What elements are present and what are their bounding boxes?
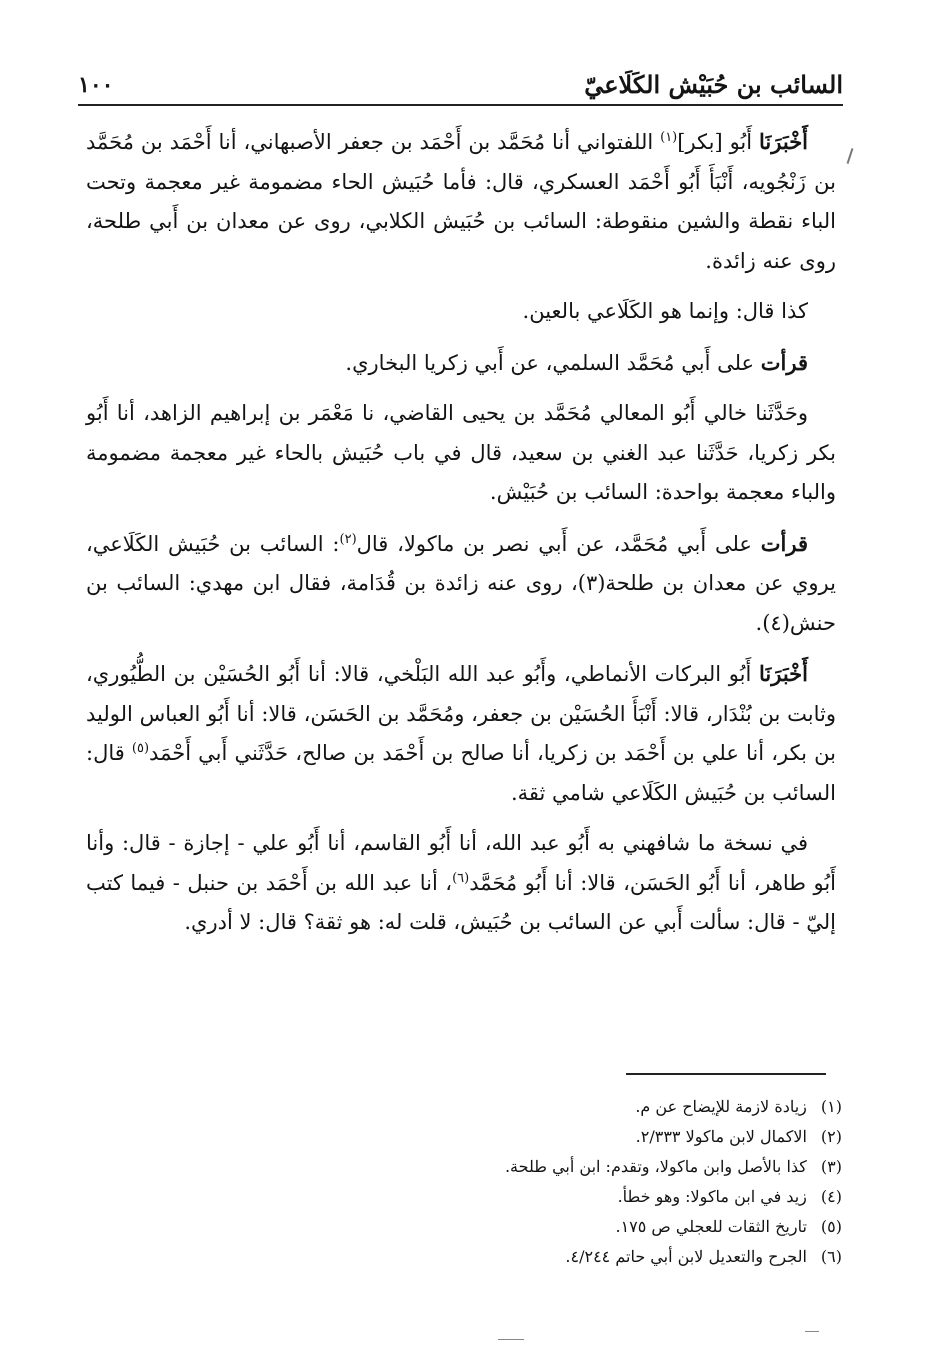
paragraph-text: أَبُو البركات الأنماطي، وأَبُو عبد الله البَلْخي، قالا: أنا أَبُو الحُسَيْن بن الطُّيُوري، وثابت بن بُنْدَار، قالا: أَنْبَأَ الحُسَيْن بن جعفر، ومُحَمَّد بن الحَسَن، قالا: أنا أَبُو العباس الوليد بن بكر، أنا علي بن أَحْمَد بن زكريا، أنا صالح بن أَحْمَد بن صالح، حَدَّثَني أَبي أَحْمَد [86,662,836,765]
paragraph-7 [86,824,836,943]
footnote [300,1182,842,1212]
footnote-separator [626,1073,826,1075]
paragraph-text: أَبُو [بكر] [677,130,753,154]
footnote-text: زيادة لازمة للإيضاح عن م. [635,1097,807,1116]
running-title: السائب بن حُبَيْش الكَلَاعيّ [584,70,843,99]
margin-mark [847,148,854,164]
paragraph-3 [86,343,836,384]
paragraph-text: اللفتواني أنا مُحَمَّد بن أَحْمَد بن جعفر الأصبهاني، أنا أَحْمَد بن مُحَمَّد بن زَنْجُويه، أَنْبَأَ أَبُو أَحْمَد العسكري، قال: فأما حُبَيش الحاء مضمومة غير معجمة وتحت الباء نقطة والشين منقوطة: السائب بن حُبَيش الكلابي، روى عن معدان بن أَبي طلحة، روى عنه زائدة. [86,130,836,273]
paragraph-text: على أَبي مُحَمَّد السلمي، عن أَبي زكريا البخاري. [345,350,755,375]
footnote-reference: (٢) [339,531,357,547]
footnote [300,1152,842,1182]
paragraph-6 [86,654,836,813]
footnote-reference: (١) [660,130,678,145]
paragraph-keyword: أَخْبَرَنَا [759,129,809,154]
footnote-number: (٣) [820,1157,842,1176]
running-header [78,66,843,102]
scan-mark [805,1331,819,1332]
footnote-text: زيد في ابن ماكولا: وهو خطأ. [617,1187,807,1206]
header-rule [78,104,843,106]
footnote-text: الجرح والتعديل لابن أبي حاتم ٤/٢٤٤. [565,1247,807,1266]
footnote-number: (٦) [820,1247,842,1266]
paragraph-text: قال: السائب بن حُبَيش الكَلَاعي شامي ثقة. [86,741,836,805]
paragraph-text: على أَبي مُحَمَّد، عن أَبي نصر بن ماكولا، قال [356,531,752,556]
main-text [86,122,836,954]
paragraph-keyword: أَخْبَرَنَا [759,661,808,686]
paragraph-text: : السائب بن حُبَيش الكَلَاعي، يروي عن معدان بن طلحة(٣)، روى عنه زائدة بن قُدَامة، فقال ابن مهدي: السائب بن حنش(٤). [86,531,836,635]
page-number: ١٠٠ [78,72,114,98]
footnote-number: (٥) [820,1217,842,1236]
footnote-reference: (٦) [452,870,470,886]
paragraph-keyword: قرأت [760,530,808,556]
paragraph-text: ، أنا عبد الله بن أَحْمَد بن حنبل - فيما كتب إليّ - قال: سألت أَبي عن السائب بن حُبَيش، قلت له: هو ثقة؟ قال: لا أدري. [86,870,836,934]
paragraph-5 [86,524,836,644]
footnotes [300,1092,842,1272]
footnote [300,1122,842,1152]
footnote-reference: (٥) [131,741,150,756]
paragraph-keyword: قرأت [760,349,808,375]
paragraph-text: كذا قال: وإنما هو الكَلَاعي بالعين. [522,299,808,323]
footnote [300,1242,842,1272]
paragraph-1 [86,122,836,281]
paragraph-text: في نسخة ما شافهني به أَبُو عبد الله، أنا أَبُو القاسم، أنا أَبُو علي - إجازة - قال: وأنا أَبُو طاهر، أنا أَبُو الحَسَن، قالا: أنا أَبُو مُحَمَّد [86,831,836,895]
footnote-text: تاريخ الثقات للعجلي ص ١٧٥. [615,1217,807,1236]
footnote-number: (١) [820,1097,842,1116]
footnote [300,1092,842,1122]
footnote [300,1212,842,1242]
scan-mark [498,1339,524,1340]
footnote-number: (٤) [820,1187,842,1206]
paragraph-2 [86,292,836,332]
footnote-text: الاكمال لابن ماكولا ٢/٣٣٣. [635,1127,807,1146]
footnote-number: (٢) [820,1127,842,1146]
footnote-text: كذا بالأصل وابن ماكولا، وتقدم: ابن أبي طلحة. [504,1157,807,1176]
paragraph-text: وحَدَّثَنا خالي أَبُو المعالي مُحَمَّد بن يحيى القاضي، نا مَعْمَر بن إبراهيم الزاهد، أنا أَبُو بكر زكريا، حَدَّثَنا عبد الغني بن سعيد، قال في باب حُبَيش بالحاء غير معجمة مضمومة والباء معجمة بواحدة: السائب بن حُبَيْش. [86,401,836,504]
paragraph-4 [86,394,836,513]
